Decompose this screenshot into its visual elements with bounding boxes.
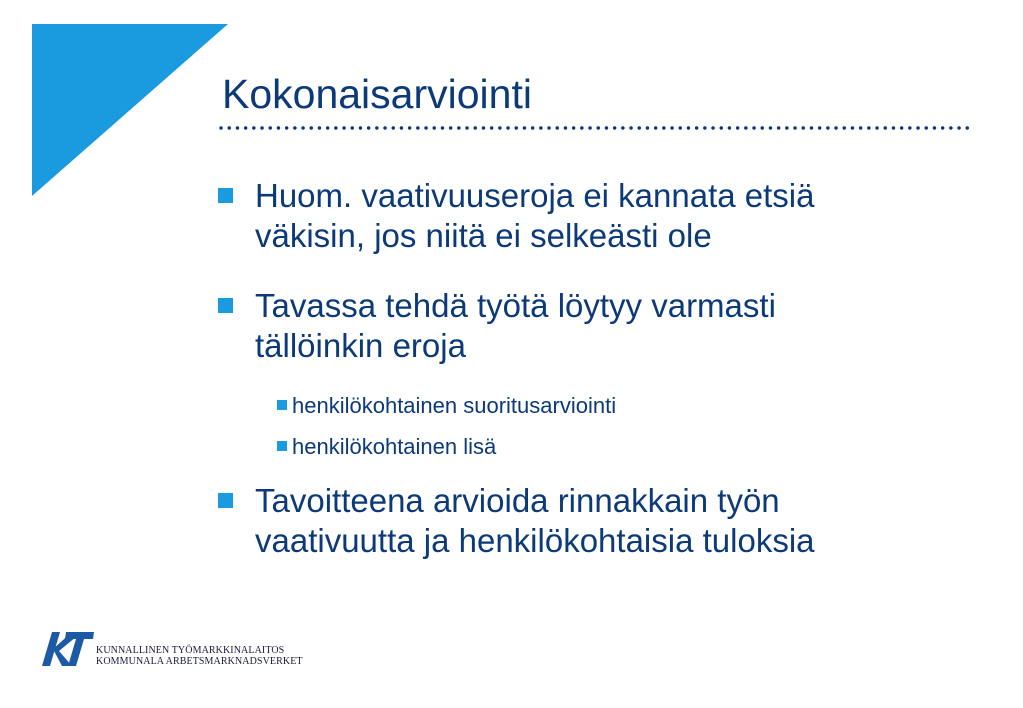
slide-title: Kokonaisarviointi — [222, 71, 532, 117]
sub-bullet-line: henkilökohtainen suoritusarviointi — [292, 393, 617, 418]
bullet-line: väkisin, jos niitä ei selkeästi ole — [255, 217, 712, 254]
square-bullet-icon — [218, 298, 233, 313]
bullet-item — [218, 481, 988, 561]
bullet-line: tällöinkin eroja — [255, 327, 466, 364]
logo-text-finnish: KUNNALLINEN TYÖMARKKINALAITOS — [96, 645, 285, 656]
small-square-bullet-icon — [277, 400, 287, 410]
bullet-line: Tavoitteena arvioida rinnakkain työn — [255, 482, 780, 519]
square-bullet-icon — [218, 493, 233, 508]
sub-bullet-item — [277, 433, 977, 461]
kt-logo-icon — [40, 631, 96, 667]
sub-bullet-line: henkilökohtainen lisä — [292, 434, 497, 459]
logo-text-swedish: KOMMUNALA ARBETSMARKNADSVERKET — [96, 656, 303, 667]
bullet-line: Tavassa tehdä työtä löytyy varmasti — [255, 287, 776, 324]
bullet-line: Huom. vaativuuseroja ei kannata etsiä — [255, 177, 815, 214]
organization-logo — [40, 631, 320, 671]
square-bullet-icon — [218, 188, 233, 203]
bullet-line: vaativuutta ja henkilökohtaisia tuloksia — [255, 522, 815, 559]
bullet-item — [218, 176, 988, 256]
small-square-bullet-icon — [277, 441, 287, 451]
bullet-item — [218, 286, 988, 366]
sub-bullet-item — [277, 392, 977, 420]
